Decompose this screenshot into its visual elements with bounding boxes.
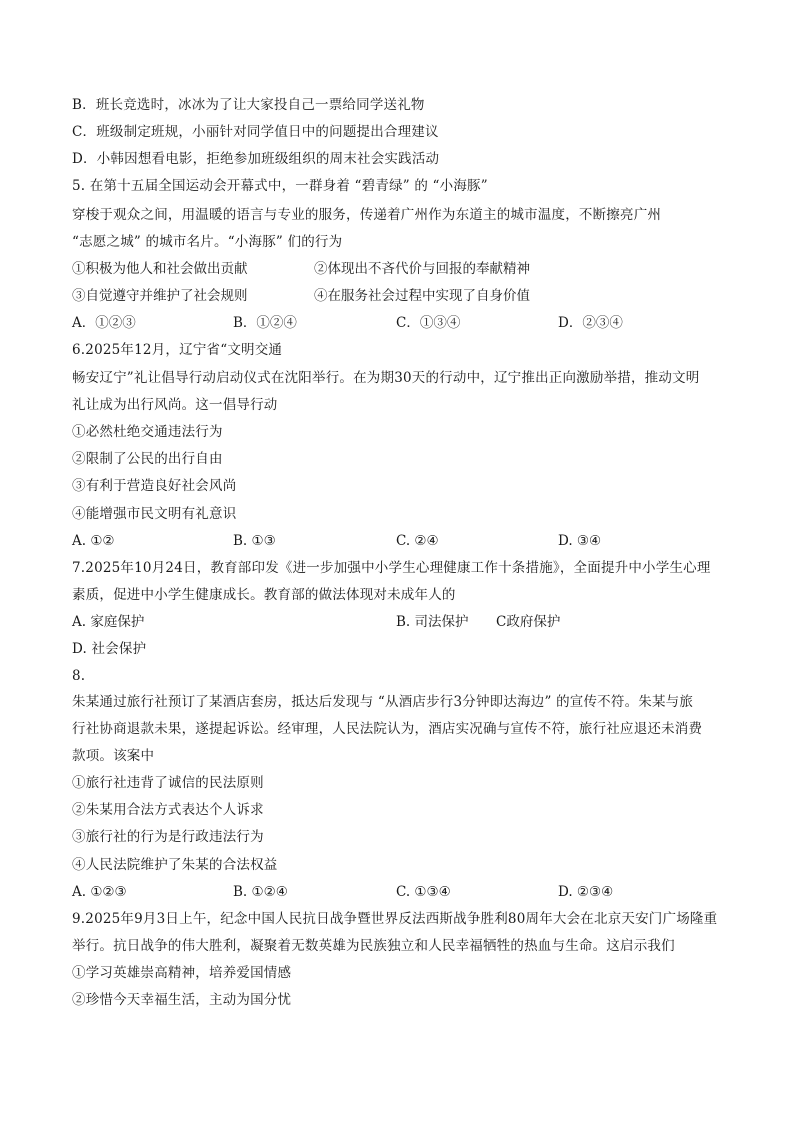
q7-stem-line-1: 7.2025年10月24日，教育部印发《进一步加强中小学生心理健康工作十条措施》，全面提升中小学生心理 <box>72 560 711 576</box>
q7-choice-c: C政府保护 <box>496 614 561 630</box>
q7-choice-a: A. 家庭保护 <box>72 614 145 630</box>
q6-stem-line-1: 6.2025年12月，辽宁省“文明交通 <box>72 342 283 358</box>
q5-statement-1: ①积极为他人和社会做出贡献 <box>72 261 248 277</box>
q5-stem-line-3: “志愿之城” 的城市名片。“小海豚” 们的行为 <box>72 234 343 250</box>
q6-choices <box>72 532 722 550</box>
q5-choice-c: C．①③④ <box>396 315 461 331</box>
q9-stem-line-2: 举行。抗日战争的伟大胜利，凝聚着无数英雄为民族独立和人民幸福牺牲的热血与生命。这启示我们 <box>72 938 675 954</box>
q8-statement-2: ②朱某用合法方式表达个人诉求 <box>72 802 264 818</box>
q5-choice-d: D．②③④ <box>558 315 623 331</box>
q6-choice-b: B. ①③ <box>233 533 276 549</box>
q6-choice-a: A. ①② <box>72 533 115 549</box>
q5-choice-a: A．①②③ <box>72 315 136 331</box>
q6-statement-4: ④能增强市民文明有礼意识 <box>72 506 237 522</box>
q5-statements-row-2 <box>72 287 722 305</box>
q7-choices <box>72 613 722 631</box>
exam-page <box>72 0 722 1123</box>
q4-option-b: B．班长竞选时，冰冰为了让大家投自己一票给同学送礼物 <box>72 97 425 113</box>
q6-choice-d: D. ③④ <box>558 533 602 549</box>
q4-option-c: C．班级制定班规，小丽针对同学值日中的问题提出合理建议 <box>72 124 439 140</box>
q8-choices <box>72 883 722 901</box>
q8-choice-d: D. ②③④ <box>558 884 614 900</box>
q9-stem-line-1: 9.2025年9月3日上午，纪念中国人民抗日战争暨世界反法西斯战争胜利80周年大会在北京天安门广场隆重 <box>72 911 718 927</box>
q6-stem-line-3: 礼让成为出行风尚。这一倡导行动 <box>72 397 278 413</box>
q6-statement-2: ②限制了公民的出行自由 <box>72 451 223 467</box>
q8-stem-line-1: 朱某通过旅行社预订了某酒店套房，抵达后发现与 “从酒店步行3分钟即达海边” 的宣传不符。朱某与旅 <box>72 694 694 710</box>
q7-stem-line-2: 素质，促进中小学生健康成长。教育部的做法体现对未成年人的 <box>72 587 456 603</box>
q7-choice-b: B. 司法保护 <box>396 614 469 630</box>
q5-statement-4: ④在服务社会过程中实现了自身价值 <box>314 288 530 304</box>
q8-stem-line-3: 款项。该案中 <box>72 748 155 764</box>
q8-choice-b: B. ①②④ <box>233 884 288 900</box>
q6-statement-3: ③有利于营造良好社会风尚 <box>72 478 237 494</box>
q4-option-d: D．小韩因想看电影，拒绝参加班级组织的周末社会实践活动 <box>72 151 440 167</box>
q5-choice-b: B．①②④ <box>233 315 297 331</box>
q5-statement-3: ③自觉遵守并维护了社会规则 <box>72 288 248 304</box>
q6-stem-line-2: 畅安辽宁”礼让倡导行动启动仪式在沈阳举行。在为期30天的行动中，辽宁推出正向激励举措，推动文明 <box>72 370 700 386</box>
q8-statement-3: ③旅行社的行为是行政违法行为 <box>72 829 264 845</box>
q8-statement-4: ④人民法院维护了朱某的合法权益 <box>72 857 278 873</box>
q5-stem-line-1: 5. 在第十五届全国运动会开幕式中，一群身着 “碧青绿” 的 “小海豚” <box>72 178 488 194</box>
q5-choices <box>72 314 722 332</box>
q8-statement-1: ①旅行社违背了诚信的民法原则 <box>72 775 264 791</box>
q6-choice-c: C. ②④ <box>396 533 439 549</box>
q5-stem-line-2: 穿梭于观众之间，用温暖的语言与专业的服务，传递着广州作为东道主的城市温度，不断擦亮广州 <box>72 207 662 223</box>
q8-number: 8. <box>72 668 86 684</box>
q5-statements-row-1 <box>72 260 722 278</box>
q7-choice-d: D. 社会保护 <box>72 641 147 657</box>
q5-statement-2: ②体现出不吝代价与回报的奉献精神 <box>314 261 530 277</box>
q9-statement-1: ①学习英雄崇高精神，培养爱国情感 <box>72 965 292 981</box>
q6-statement-1: ①必然杜绝交通违法行为 <box>72 424 223 440</box>
q8-choice-c: C. ①③④ <box>396 884 451 900</box>
q9-statement-2: ②珍惜今天幸福生活，主动为国分忧 <box>72 992 292 1008</box>
q8-stem-line-2: 行社协商退款未果，遂提起诉讼。经审理，人民法院认为，酒店实况确与宣传不符，旅行社应退还未消费 <box>72 721 703 737</box>
q8-choice-a: A. ①②③ <box>72 884 127 900</box>
